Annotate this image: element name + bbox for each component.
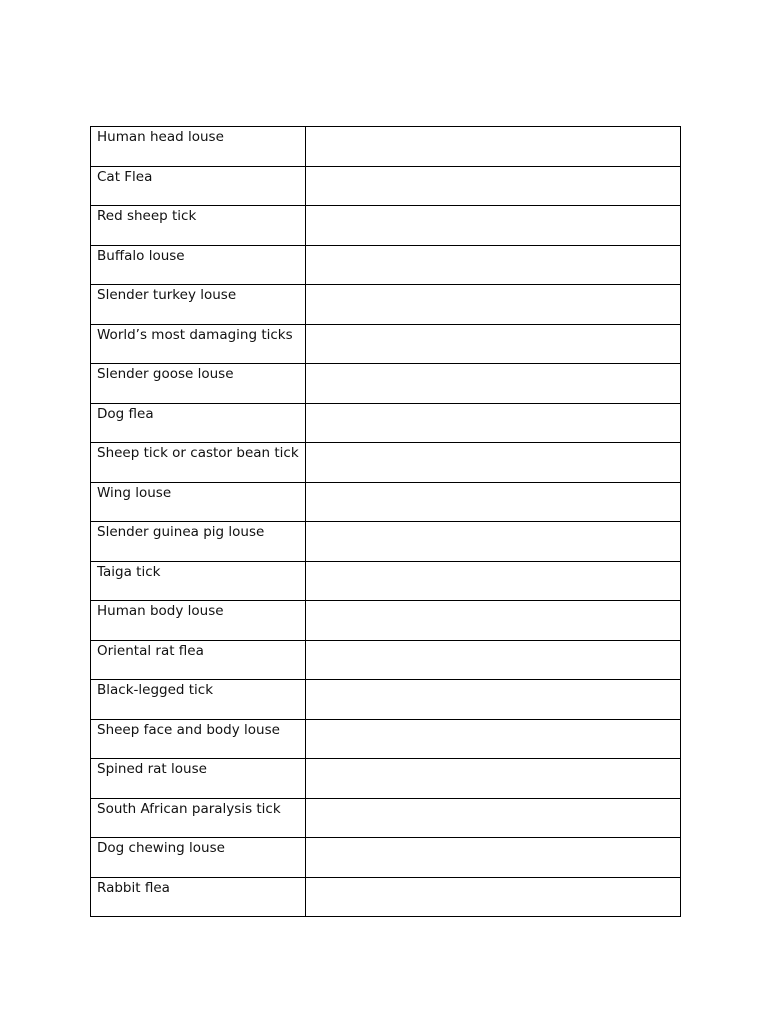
table-row [91, 245, 681, 285]
table-row [91, 443, 681, 483]
common-name-cell [91, 522, 306, 562]
common-name-cell [91, 561, 306, 601]
table-row [91, 206, 681, 246]
table-row [91, 561, 681, 601]
common-name-cell [91, 285, 306, 325]
table-row [91, 680, 681, 720]
common-name-text: Slender turkey louse [97, 287, 237, 303]
table-row [91, 522, 681, 562]
answer-cell[interactable] [306, 719, 681, 759]
answer-cell[interactable] [306, 838, 681, 878]
answer-cell[interactable] [306, 324, 681, 364]
table-row [91, 838, 681, 878]
table-row [91, 364, 681, 404]
common-name-text: Cat Flea [97, 168, 153, 185]
common-name-text: World’s most damaging ticks [97, 326, 293, 343]
common-name-text: Dog chewing louse [97, 840, 225, 856]
common-name-text: Red sheep tick [97, 208, 197, 224]
answer-cell[interactable] [306, 245, 681, 285]
answer-cell[interactable] [306, 443, 681, 483]
parasite-table [90, 126, 681, 917]
common-name-text: Slender guinea pig louse [97, 524, 265, 540]
common-name-text: Taiga tick [97, 563, 161, 580]
common-name-cell [91, 877, 306, 917]
table-row [91, 285, 681, 325]
table-row [91, 324, 681, 364]
common-name-text: Human head louse [97, 129, 224, 145]
table-row [91, 719, 681, 759]
answer-cell[interactable] [306, 364, 681, 404]
common-name-text: Spined rat louse [97, 761, 207, 777]
answer-cell[interactable] [306, 285, 681, 325]
common-name-cell [91, 443, 306, 483]
common-name-text: Buffalo louse [97, 247, 185, 264]
answer-cell[interactable] [306, 877, 681, 917]
common-name-cell [91, 482, 306, 522]
answer-cell[interactable] [306, 561, 681, 601]
common-name-text: Wing louse [97, 484, 172, 501]
common-name-text: Slender goose louse [97, 366, 234, 382]
common-name-cell [91, 245, 306, 285]
common-name-text: Sheep tick or castor bean tick [97, 445, 299, 461]
answer-cell[interactable] [306, 759, 681, 799]
common-name-text: South African paralysis tick [97, 800, 281, 817]
answer-cell[interactable] [306, 127, 681, 167]
common-name-cell [91, 403, 306, 443]
table-row [91, 166, 681, 206]
common-name-text: Human body louse [97, 603, 224, 619]
common-name-cell [91, 640, 306, 680]
table-row [91, 759, 681, 799]
common-name-text: Black-legged tick [97, 682, 214, 698]
table-row [91, 482, 681, 522]
common-name-text: Sheep face and body louse [97, 721, 280, 738]
common-name-cell [91, 127, 306, 167]
common-name-cell [91, 798, 306, 838]
table-row [91, 601, 681, 641]
answer-cell[interactable] [306, 640, 681, 680]
common-name-text: Oriental rat flea [97, 642, 204, 659]
answer-cell[interactable] [306, 166, 681, 206]
answer-cell[interactable] [306, 680, 681, 720]
answer-cell[interactable] [306, 601, 681, 641]
table-body [91, 127, 681, 917]
common-name-cell [91, 759, 306, 799]
common-name-cell [91, 206, 306, 246]
common-name-cell [91, 719, 306, 759]
table-row [91, 403, 681, 443]
common-name-text: Dog flea [97, 405, 154, 422]
answer-cell[interactable] [306, 522, 681, 562]
common-name-cell [91, 364, 306, 404]
answer-cell[interactable] [306, 206, 681, 246]
table-row [91, 127, 681, 167]
table-row [91, 798, 681, 838]
answer-cell[interactable] [306, 798, 681, 838]
table-row [91, 877, 681, 917]
common-name-cell [91, 838, 306, 878]
common-name-cell [91, 324, 306, 364]
answer-cell[interactable] [306, 403, 681, 443]
common-name-cell [91, 680, 306, 720]
common-name-cell [91, 166, 306, 206]
common-name-text: Rabbit flea [97, 879, 170, 896]
answer-cell[interactable] [306, 482, 681, 522]
common-name-cell [91, 601, 306, 641]
table-row [91, 640, 681, 680]
